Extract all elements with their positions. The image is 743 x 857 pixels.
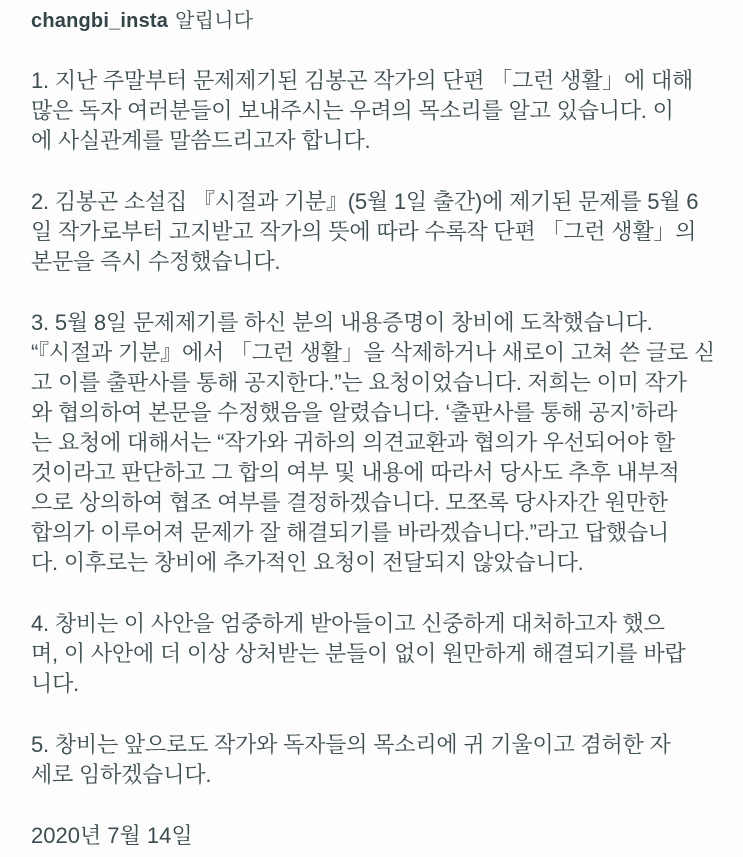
- text-line: 며, 이 사안에 더 이상 상처받는 분들이 없이 원만하게 해결되기를 바랍: [31, 641, 686, 666]
- text-line: 4. 창비는 이 사안을 엄중하게 받아들이고 신중하게 대처하고자 했으: [31, 611, 665, 636]
- text-line: 는 요청에 대해서는 “작가와 귀하의 의견교환과 협의가 우선되어야 할: [31, 430, 675, 455]
- username[interactable]: changbi_insta: [31, 10, 169, 32]
- text-line: 5. 창비는 앞으로도 작가와 독자들의 목소리에 귀 기울이고 겸허한 자: [31, 732, 671, 757]
- text-line: 합의가 이루어져 문제가 잘 해결되기를 바라겠습니다.”라고 답했습니: [31, 520, 669, 545]
- text-line: 2. 김봉곤 소설집 『시절과 기분』(5월 1일 출간)에 제기된 문제를 5월 6: [31, 189, 699, 214]
- text-line: 1. 지난 주말부터 문제제기된 김봉곤 작가의 단편 「그런 생활」에 대해: [31, 68, 694, 93]
- text-line: 으로 상의하여 협조 여부를 결정하겠습니다. 모쪼록 당사자간 원만한: [31, 490, 668, 515]
- text-line: 다. 이후로는 창비에 추가적인 요청이 전달되지 않았습니다.: [31, 550, 584, 575]
- text-line: 와 협의하여 본문을 수정했음을 알렸습니다. ‘출판사를 통해 공지’하라: [31, 400, 678, 425]
- text-line: 고 이를 출판사를 통해 공지한다.”는 요청이었습니다. 저희는 이미 작가: [31, 370, 687, 395]
- post-header: [31, 6, 719, 36]
- paragraph-1: [31, 66, 719, 156]
- paragraph-5: [31, 730, 719, 790]
- header-title: 알립니다: [175, 10, 254, 32]
- text-line: 것이라고 판단하고 그 합의 여부 및 내용에 따라서 당사도 추후 내부적: [31, 460, 680, 485]
- post-body: [31, 66, 719, 790]
- text-line: 일 작가로부터 고지받고 작가의 뜻에 따라 수록작 단편 「그런 생활」의: [31, 219, 697, 244]
- paragraph-3: [31, 308, 719, 578]
- post-date: 2020년 7월 14일: [31, 823, 193, 848]
- text-line: 많은 독자 여러분들이 보내주시는 우려의 목소리를 알고 있습니다. 이: [31, 98, 674, 123]
- text-line: 세로 임하겠습니다.: [31, 762, 212, 787]
- text-line: 니다.: [31, 671, 80, 696]
- text-line: “『시절과 기분』에서 「그런 생활」을 삭제하거나 새로이 고쳐 쓴 글로 싣: [31, 340, 715, 365]
- text-line: 3. 5월 8일 문제제기를 하신 분의 내용증명이 창비에 도착했습니다.: [31, 310, 653, 335]
- paragraph-4: [31, 609, 719, 699]
- text-line: 본문을 즉시 수정했습니다.: [31, 249, 281, 274]
- paragraph-2: [31, 187, 719, 277]
- text-line: 에 사실관계를 말씀드리고자 합니다.: [31, 128, 371, 153]
